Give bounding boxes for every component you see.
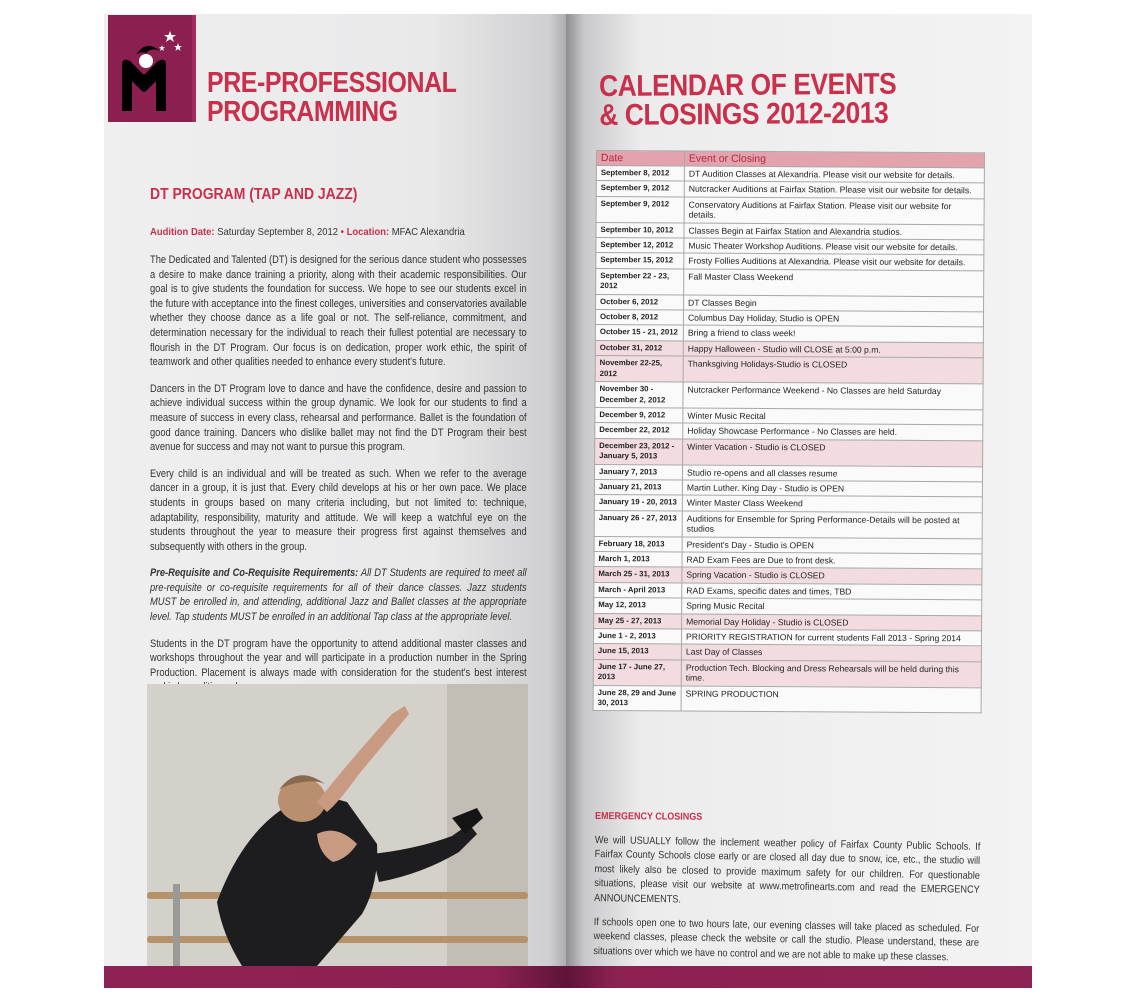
section-title: DT PROGRAM (TAP AND JAZZ) xyxy=(150,186,358,203)
event-date: January 7, 2013 xyxy=(594,464,682,480)
calendar-table-body xyxy=(593,166,984,714)
event-description: Last Day of Classes xyxy=(681,644,981,661)
event-description: Music Theater Workshop Auditions. Please visit our website for details. xyxy=(684,238,984,255)
event-date: October 31, 2012 xyxy=(595,340,683,356)
audition-value: Saturday September 8, 2012 xyxy=(217,226,339,238)
calendar-title xyxy=(599,69,934,130)
event-date: June 15, 2013 xyxy=(593,644,681,660)
event-date: September 12, 2012 xyxy=(596,238,684,254)
table-row xyxy=(596,196,984,224)
program-description xyxy=(150,253,527,707)
event-date: May 25 - 27, 2013 xyxy=(594,613,682,629)
paragraph-individual: Every child is an individual and will be treated as such. When we refer to the average dancer in a group, it is just that. Every child develops at his or her own pace. We place students in groups based on many criteria including, but not limited to: technique, adaptability, responsibility, maturity and attitude. We will keep a watchful eye on the students throughout the year to measure their progress first against themselves and subsequently with others in the group. xyxy=(150,467,527,553)
event-description: Thanksgiving Holidays-Studio is CLOSED xyxy=(683,356,983,384)
title-line-2: PROGRAMMING xyxy=(207,96,398,128)
event-description: SPRING PRODUCTION xyxy=(681,686,981,714)
event-date: May 12, 2013 xyxy=(594,598,682,614)
event-date: June 17 - June 27, 2013 xyxy=(593,659,681,685)
requirements-text: All DT Students are required to meet all pre-requisite or co-requisite requirements for all of their dance classes. Jazz students MUST be enrolled in, and attending, additional Jazz and Ballet classes at the appropriate level. Tap students MUST be enrolled in an additional Tap class at the appropriate level. xyxy=(150,567,527,624)
event-description: RAD Exams, specific dates and times, TBD xyxy=(682,583,982,600)
table-row xyxy=(595,382,983,410)
emergency-text xyxy=(593,834,980,976)
event-date: December 23, 2012 - January 5, 2013 xyxy=(595,438,683,464)
event-date: September 15, 2012 xyxy=(596,253,684,269)
event-description: Spring Vacation - Studio is CLOSED xyxy=(682,567,982,584)
table-row xyxy=(595,438,983,466)
calendar-title-line-2: & CLOSINGS 2012-2013 xyxy=(599,96,889,132)
event-description: Happy Halloween - Studio will CLOSE at 5:00 p.m. xyxy=(683,341,983,358)
title-line-1: PRE-PROFESSIONAL xyxy=(207,67,457,99)
paragraph-dancers: Dancers in the DT Program love to dance and have the confidence, desire and passion to achieve individual success within the group dynamic. We look for our students to find a measure of success in every class, rehearsal and performance. Ballet is the foundation of good dance training. Dancers who dislike ballet may not find the DT Program their best avenue for success and may not want to pursue this program. xyxy=(150,382,527,454)
event-date: June 1 - 2, 2013 xyxy=(593,628,681,644)
emergency-paragraph-2: If schools open one to two hours late, our evening classes will take placed as scheduled. For weekend classes, please check the website or call the studio. Please understand, these are situations over which we have no control and we are not able to make up these classes. xyxy=(593,917,980,964)
location-label: Location: xyxy=(346,226,390,238)
event-date: June 28, 29 and June 30, 2013 xyxy=(593,685,681,711)
event-description: Fall Master Class Weekend xyxy=(684,269,984,297)
event-date: September 10, 2012 xyxy=(596,222,684,238)
emergency-title: EMERGENCY CLOSINGS xyxy=(594,811,703,823)
event-description: RAD Exam Fees are Due to front desk. xyxy=(682,552,982,569)
event-description: Conservatory Auditions at Fairfax Station. Please visit our website for details. xyxy=(684,197,984,225)
event-description: Studio re-opens and all classes resume xyxy=(682,465,982,482)
table-row xyxy=(594,510,982,538)
event-description: Classes Begin at Fairfax Station and Alexandria studios. xyxy=(684,223,984,240)
event-date: January 26 - 27, 2013 xyxy=(594,510,682,536)
event-description: Nutcracker Auditions at Fairfax Station. Please visit our website for details. xyxy=(684,181,984,198)
event-description: Production Tech. Blocking and Dress Rehearsals will be held during this time. xyxy=(681,660,981,688)
event-date: March - April 2013 xyxy=(594,582,682,598)
event-description: DT Audition Classes at Alexandria. Please visit our website for details. xyxy=(684,166,984,183)
event-description: President's Day - Studio is OPEN xyxy=(682,537,982,554)
event-date: September 22 - 23, 2012 xyxy=(596,268,684,294)
calendar-title-line-1: CALENDAR OF EVENTS xyxy=(598,67,897,103)
event-description: Holiday Showcase Performance - No Classes are held. xyxy=(683,423,983,440)
event-date: November 30 - December 2, 2012 xyxy=(595,382,683,408)
event-date: January 21, 2013 xyxy=(594,479,682,495)
table-row xyxy=(596,268,984,296)
left-page xyxy=(104,14,568,988)
paragraph-opportunities: Students in the DT program have the opportunity to attend additional master classes and workshops throughout the year and will participate in a production number in the Spring Production. Placement is always made with consideration for the student's best interest xyxy=(150,637,527,679)
page-title xyxy=(207,69,499,127)
emergency-paragraph-1: We will USUALLY follow the inclement weather policy of Fairfax County Public Schools. If Fairfax County Schools close early or are closed all day due to snow, ice, etc., the studio will most likely also be closed to provide maximum safety for our children. For questionable situations, please visit our website at www.metrofinearts.com and read the EMERGENCY ANNOUNCEMENTS. xyxy=(594,834,981,906)
event-description: Auditions for Ensemble for Spring Performance-Details will be posted at studios xyxy=(682,511,982,539)
event-description: Winter Vacation - Studio is CLOSED xyxy=(683,439,983,467)
event-date: December 9, 2012 xyxy=(595,407,683,423)
audition-info xyxy=(150,226,465,238)
event-description: Martin Luther. King Day - Studio is OPEN xyxy=(682,480,982,497)
event-description: DT Classes Begin xyxy=(684,295,984,312)
event-description: Winter Master Class Weekend xyxy=(682,495,982,512)
brand-logo xyxy=(108,15,196,122)
table-row xyxy=(593,685,981,713)
event-date: December 22, 2012 xyxy=(595,423,683,439)
bottom-band xyxy=(104,966,568,988)
star-icon xyxy=(159,31,182,51)
header-event: Event or Closing xyxy=(684,151,984,168)
event-date: October 15 - 21, 2012 xyxy=(595,325,683,341)
requirements-label: Pre-Requisite and Co-Requisite Requirements: xyxy=(150,567,359,580)
header-date: Date xyxy=(596,151,684,167)
dancer-photo xyxy=(147,684,528,966)
event-date: November 22-25, 2012 xyxy=(595,356,683,382)
bottom-band xyxy=(566,966,1032,988)
event-date: October 6, 2012 xyxy=(596,294,684,310)
event-date: February 18, 2013 xyxy=(594,536,682,552)
event-description: PRIORITY REGISTRATION for current students Fall 2013 - Spring 2014 xyxy=(681,629,981,646)
event-date: September 8, 2012 xyxy=(596,166,684,182)
event-date: September 9, 2012 xyxy=(596,181,684,197)
dancer-logo-icon xyxy=(116,25,186,115)
right-page xyxy=(566,14,1032,988)
table-row xyxy=(593,659,981,687)
event-date: October 8, 2012 xyxy=(595,310,683,326)
event-description: Nutcracker Performance Weekend - No Classes are held Saturday xyxy=(683,382,983,410)
event-description: Frosty Follies Auditions at Alexandria. Please visit our website for details. xyxy=(684,253,984,270)
event-description: Bring a friend to class week! xyxy=(683,326,983,343)
paragraph-requirements xyxy=(150,566,527,624)
event-date: March 1, 2013 xyxy=(594,551,682,567)
table-row xyxy=(595,356,983,384)
audition-label: Audition Date: xyxy=(150,226,215,238)
event-description: Winter Music Recital xyxy=(683,408,983,425)
paragraph-intro: The Dedicated and Talented (DT) is designed for the serious dance student who possesses a desire to make dance training a priority, along with their academic responsibilities. Our goal is to give students the foundation for success. We hope to see our students excel in the future with acceptance into the finest colleges, universities and conservatories available whether they choose dance as a life goal or not. The self-reliance, commitment, and determination necessary for the individual to reach their fullest potential are necessary to flourish in the DT Program. Our focus is on dedication, proper work ethic, the spirit of teamwork and other qualities needed to enhance every student's future. xyxy=(150,254,527,369)
calendar-table xyxy=(593,150,985,714)
event-description: Spring Music Recital xyxy=(682,598,982,615)
location-value: MFAC Alexandria xyxy=(391,226,465,238)
event-description: Columbus Day Holiday, Studio is OPEN xyxy=(683,310,983,327)
event-date: March 25 - 31, 2013 xyxy=(594,567,682,583)
event-description: Memorial Day Holiday - Studio is CLOSED xyxy=(682,614,982,631)
event-date: January 19 - 20, 2013 xyxy=(594,495,682,511)
bullet-separator: • xyxy=(340,226,344,238)
event-date: September 9, 2012 xyxy=(596,196,684,222)
